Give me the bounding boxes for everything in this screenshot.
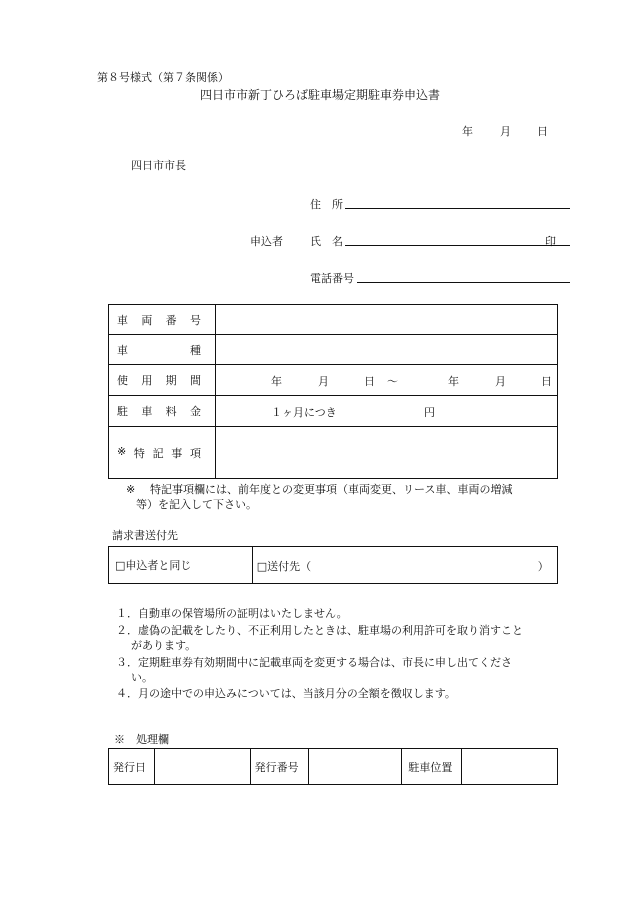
- form-number: 第８号様式（第７条関係）: [97, 71, 229, 84]
- vehicle-type-row: [109, 335, 558, 365]
- processing-table: [108, 748, 558, 785]
- parking-position-label: 駐車位置: [402, 749, 462, 785]
- parking-fee-label: 駐 車 料 金: [109, 396, 216, 427]
- special-note-line1: 特記事項欄には、前年度との変更事項（車両変更、リース車、車両の増減: [150, 483, 513, 496]
- name-label: 氏 名: [310, 235, 343, 248]
- issue-number-field[interactable]: [308, 749, 402, 785]
- special-note-line2: 等）を記入して下さい。: [136, 498, 257, 511]
- vehicle-number-label: 車 両 番 号: [109, 305, 216, 335]
- special-note-mark: ※: [126, 483, 136, 496]
- term-2-cont: があります。: [131, 639, 197, 652]
- parking-fee-field[interactable]: １ヶ月につき 円: [215, 396, 557, 427]
- term-2: ２．虚偽の記載をしたり、不正利用したときは、駐車場の利用許可を取り消すこと: [116, 624, 523, 637]
- application-table: [108, 304, 558, 479]
- usage-period-field[interactable]: 年 月 日 ～ 年 月 日: [215, 365, 557, 396]
- usage-period-row: [109, 365, 558, 396]
- billing-other-address[interactable]: □送付先（ ）: [252, 547, 557, 584]
- phone-field[interactable]: [357, 282, 570, 283]
- addressee: 四日市市長: [131, 159, 186, 172]
- billing-same-as-applicant[interactable]: □申込者と同じ: [109, 547, 253, 584]
- vehicle-type-field[interactable]: [215, 335, 557, 365]
- applicant-label: 申込者: [250, 235, 283, 248]
- issue-number-label: 発行番号: [250, 749, 308, 785]
- name-field[interactable]: [345, 245, 570, 246]
- issue-date-field[interactable]: [154, 749, 250, 785]
- issue-date-label: 発行日: [109, 749, 155, 785]
- phone-label: 電話番号: [310, 272, 354, 285]
- special-notes-label: ※ 特 記 事 項: [109, 427, 216, 479]
- parking-fee-row: [109, 396, 558, 427]
- term-1: １．自動車の保管場所の証明はいたしません。: [116, 607, 348, 620]
- address-field[interactable]: [345, 208, 570, 209]
- vehicle-type-label: 車 種: [109, 335, 216, 365]
- page-title: 四日市市新丁ひろば駐車場定期駐車券申込書: [200, 88, 441, 102]
- special-notes-field[interactable]: [215, 427, 557, 479]
- billing-table: [108, 546, 558, 584]
- term-4: ４．月の途中での申込みについては、当該月分の全額を徴収します。: [116, 687, 456, 700]
- date-day-label: 日: [537, 125, 548, 138]
- usage-period-label: 使 用 期 間: [109, 365, 216, 396]
- term-3: ３．定期駐車券有効期間中に記載車両を変更する場合は、市長に申し出てくださ: [116, 656, 512, 669]
- processing-title: ※ 処理欄: [114, 733, 169, 746]
- special-notes-row: [109, 427, 558, 479]
- date-year-label: 年: [462, 125, 473, 138]
- seal-mark: 印: [545, 235, 556, 248]
- vehicle-number-field[interactable]: [215, 305, 557, 335]
- term-3-cont: い。: [131, 671, 153, 684]
- parking-position-field[interactable]: [462, 749, 558, 785]
- billing-title: 請求書送付先: [112, 529, 178, 542]
- vehicle-number-row: [109, 305, 558, 335]
- date-month-label: 月: [500, 125, 511, 138]
- address-label: 住 所: [310, 198, 343, 211]
